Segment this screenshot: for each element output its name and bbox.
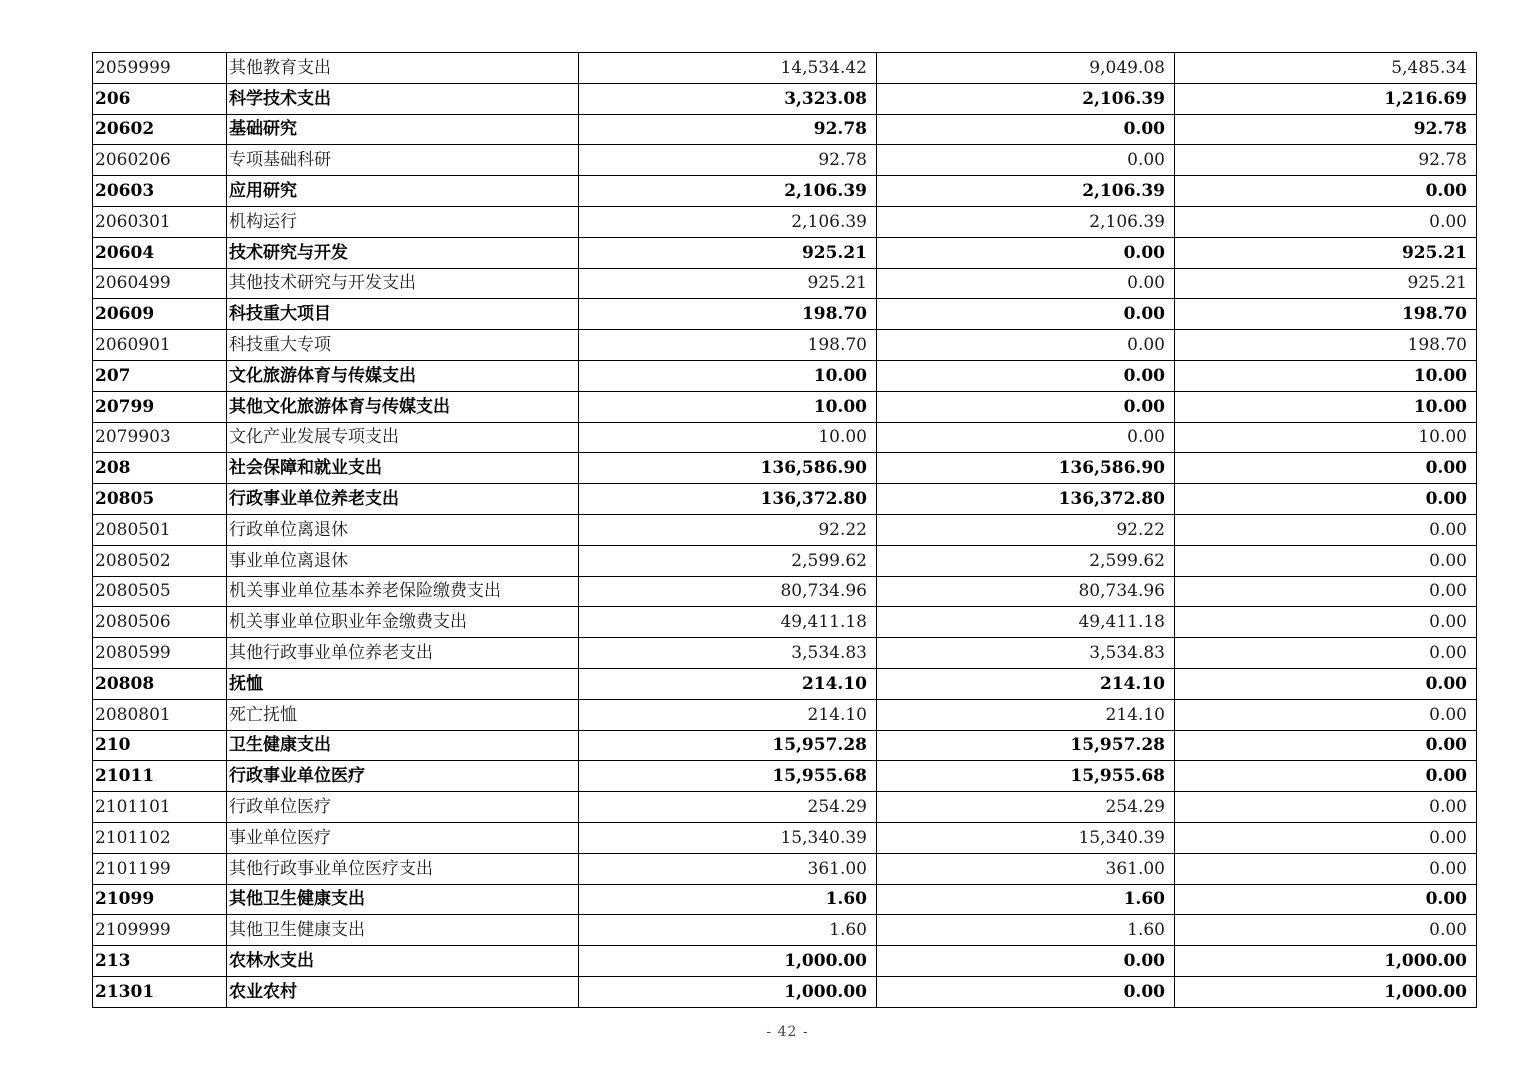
total-amount-cell: 1,000.00 [579,976,877,1007]
total-amount-cell: 92.22 [579,514,877,545]
project-expenditure-cell: 1,216.69 [1175,83,1477,114]
total-amount-cell: 10.00 [579,391,877,422]
basic-expenditure-cell: 0.00 [877,360,1175,391]
total-amount-cell: 2,106.39 [579,206,877,237]
basic-expenditure-cell: 15,957.28 [877,730,1175,761]
total-amount-cell: 15,957.28 [579,730,877,761]
project-expenditure-cell: 198.70 [1175,299,1477,330]
table-row [93,545,1477,576]
basic-expenditure-cell: 214.10 [877,668,1175,699]
basic-expenditure-cell: 2,106.39 [877,206,1175,237]
total-amount-cell: 925.21 [579,237,877,268]
table-body [93,53,1477,1008]
account-code-cell: 2060301 [93,206,227,237]
account-code-cell: 2080506 [93,607,227,638]
account-code-cell: 2101101 [93,792,227,823]
total-amount-cell: 214.10 [579,668,877,699]
table-row [93,114,1477,145]
total-amount-cell: 361.00 [579,853,877,884]
account-name-cell: 基础研究 [227,114,579,145]
account-name-cell: 机关事业单位职业年金缴费支出 [227,607,579,638]
total-amount-cell: 198.70 [579,299,877,330]
account-code-cell: 2080801 [93,699,227,730]
account-code-cell: 20805 [93,484,227,515]
basic-expenditure-cell: 0.00 [877,268,1175,299]
basic-expenditure-cell: 92.22 [877,514,1175,545]
account-name-cell: 技术研究与开发 [227,237,579,268]
basic-expenditure-cell: 80,734.96 [877,576,1175,607]
project-expenditure-cell: 0.00 [1175,545,1477,576]
account-name-cell: 行政事业单位医疗 [227,761,579,792]
basic-expenditure-cell: 1.60 [877,915,1175,946]
account-name-cell: 其他行政事业单位养老支出 [227,638,579,669]
total-amount-cell: 49,411.18 [579,607,877,638]
basic-expenditure-cell: 0.00 [877,391,1175,422]
basic-expenditure-cell: 361.00 [877,853,1175,884]
account-code-cell: 2060206 [93,145,227,176]
account-name-cell: 科技重大专项 [227,330,579,361]
account-name-cell: 事业单位离退休 [227,545,579,576]
account-code-cell: 2059999 [93,53,227,84]
project-expenditure-cell: 0.00 [1175,792,1477,823]
table-row [93,915,1477,946]
account-code-cell: 20603 [93,176,227,207]
basic-expenditure-cell: 0.00 [877,330,1175,361]
project-expenditure-cell: 0.00 [1175,668,1477,699]
account-name-cell: 卫生健康支出 [227,730,579,761]
total-amount-cell: 136,586.90 [579,453,877,484]
account-code-cell: 21099 [93,884,227,915]
table-row [93,145,1477,176]
project-expenditure-cell: 10.00 [1175,360,1477,391]
account-code-cell: 21301 [93,976,227,1007]
basic-expenditure-cell: 9,049.08 [877,53,1175,84]
table-row [93,976,1477,1007]
total-amount-cell: 15,955.68 [579,761,877,792]
table-row [93,360,1477,391]
table-row [93,176,1477,207]
basic-expenditure-cell: 0.00 [877,145,1175,176]
total-amount-cell: 214.10 [579,699,877,730]
account-code-cell: 2060901 [93,330,227,361]
account-name-cell: 农业农村 [227,976,579,1007]
project-expenditure-cell: 1,000.00 [1175,946,1477,977]
account-code-cell: 20808 [93,668,227,699]
basic-expenditure-cell: 2,106.39 [877,83,1175,114]
table-row [93,299,1477,330]
account-name-cell: 机关事业单位基本养老保险缴费支出 [227,576,579,607]
total-amount-cell: 3,534.83 [579,638,877,669]
account-name-cell: 科技重大项目 [227,299,579,330]
account-name-cell: 文化产业发展专项支出 [227,422,579,453]
table-row [93,514,1477,545]
account-name-cell: 其他教育支出 [227,53,579,84]
expenditure-table-container [92,52,1476,1008]
table-row [93,853,1477,884]
table-row [93,822,1477,853]
project-expenditure-cell: 0.00 [1175,453,1477,484]
table-row [93,576,1477,607]
basic-expenditure-cell: 0.00 [877,299,1175,330]
account-code-cell: 2060499 [93,268,227,299]
table-row [93,792,1477,823]
total-amount-cell: 925.21 [579,268,877,299]
total-amount-cell: 254.29 [579,792,877,823]
project-expenditure-cell: 0.00 [1175,206,1477,237]
table-row [93,206,1477,237]
total-amount-cell: 198.70 [579,330,877,361]
project-expenditure-cell: 1,000.00 [1175,976,1477,1007]
account-code-cell: 2109999 [93,915,227,946]
basic-expenditure-cell: 0.00 [877,422,1175,453]
account-code-cell: 2101199 [93,853,227,884]
project-expenditure-cell: 0.00 [1175,514,1477,545]
basic-expenditure-cell: 3,534.83 [877,638,1175,669]
table-row [93,730,1477,761]
total-amount-cell: 3,323.08 [579,83,877,114]
project-expenditure-cell: 0.00 [1175,761,1477,792]
account-code-cell: 2080505 [93,576,227,607]
project-expenditure-cell: 92.78 [1175,114,1477,145]
project-expenditure-cell: 0.00 [1175,730,1477,761]
account-name-cell: 应用研究 [227,176,579,207]
table-row [93,237,1477,268]
account-name-cell: 专项基础科研 [227,145,579,176]
basic-expenditure-cell: 136,372.80 [877,484,1175,515]
project-expenditure-cell: 0.00 [1175,176,1477,207]
account-name-cell: 其他卫生健康支出 [227,884,579,915]
project-expenditure-cell: 0.00 [1175,638,1477,669]
table-row [93,607,1477,638]
account-name-cell: 其他技术研究与开发支出 [227,268,579,299]
account-code-cell: 20602 [93,114,227,145]
account-code-cell: 2080599 [93,638,227,669]
account-code-cell: 206 [93,83,227,114]
account-name-cell: 文化旅游体育与传媒支出 [227,360,579,391]
account-name-cell: 科学技术支出 [227,83,579,114]
table-row [93,391,1477,422]
total-amount-cell: 1.60 [579,915,877,946]
total-amount-cell: 1.60 [579,884,877,915]
table-row [93,453,1477,484]
basic-expenditure-cell: 15,955.68 [877,761,1175,792]
account-name-cell: 抚恤 [227,668,579,699]
total-amount-cell: 1,000.00 [579,946,877,977]
account-code-cell: 20799 [93,391,227,422]
project-expenditure-cell: 5,485.34 [1175,53,1477,84]
table-row [93,53,1477,84]
table-row [93,668,1477,699]
total-amount-cell: 2,599.62 [579,545,877,576]
table-row [93,83,1477,114]
project-expenditure-cell: 10.00 [1175,422,1477,453]
project-expenditure-cell: 92.78 [1175,145,1477,176]
account-code-cell: 2080502 [93,545,227,576]
total-amount-cell: 10.00 [579,360,877,391]
total-amount-cell: 15,340.39 [579,822,877,853]
table-row [93,638,1477,669]
basic-expenditure-cell: 0.00 [877,114,1175,145]
total-amount-cell: 14,534.42 [579,53,877,84]
basic-expenditure-cell: 15,340.39 [877,822,1175,853]
account-name-cell: 死亡抚恤 [227,699,579,730]
table-row [93,422,1477,453]
project-expenditure-cell: 0.00 [1175,607,1477,638]
basic-expenditure-cell: 2,599.62 [877,545,1175,576]
total-amount-cell: 10.00 [579,422,877,453]
account-code-cell: 20609 [93,299,227,330]
account-code-cell: 2079903 [93,422,227,453]
total-amount-cell: 2,106.39 [579,176,877,207]
table-row [93,699,1477,730]
account-code-cell: 2101102 [93,822,227,853]
project-expenditure-cell: 0.00 [1175,484,1477,515]
account-name-cell: 机构运行 [227,206,579,237]
table-row [93,761,1477,792]
account-code-cell: 21011 [93,761,227,792]
account-code-cell: 2080501 [93,514,227,545]
account-code-cell: 207 [93,360,227,391]
account-name-cell: 农林水支出 [227,946,579,977]
basic-expenditure-cell: 2,106.39 [877,176,1175,207]
table-row [93,268,1477,299]
page-number: - 42 - [766,1024,809,1040]
basic-expenditure-cell: 1.60 [877,884,1175,915]
basic-expenditure-cell: 0.00 [877,946,1175,977]
project-expenditure-cell: 925.21 [1175,237,1477,268]
account-code-cell: 20604 [93,237,227,268]
account-name-cell: 行政单位离退休 [227,514,579,545]
basic-expenditure-cell: 0.00 [877,237,1175,268]
account-name-cell: 事业单位医疗 [227,822,579,853]
basic-expenditure-cell: 0.00 [877,976,1175,1007]
account-name-cell: 其他文化旅游体育与传媒支出 [227,391,579,422]
table-row [93,484,1477,515]
project-expenditure-cell: 0.00 [1175,822,1477,853]
account-code-cell: 208 [93,453,227,484]
project-expenditure-cell: 0.00 [1175,915,1477,946]
total-amount-cell: 92.78 [579,145,877,176]
basic-expenditure-cell: 254.29 [877,792,1175,823]
project-expenditure-cell: 925.21 [1175,268,1477,299]
account-name-cell: 其他卫生健康支出 [227,915,579,946]
project-expenditure-cell: 0.00 [1175,884,1477,915]
project-expenditure-cell: 0.00 [1175,576,1477,607]
account-name-cell: 行政事业单位养老支出 [227,484,579,515]
basic-expenditure-cell: 214.10 [877,699,1175,730]
project-expenditure-cell: 0.00 [1175,699,1477,730]
basic-expenditure-cell: 49,411.18 [877,607,1175,638]
account-code-cell: 213 [93,946,227,977]
expenditure-table [92,52,1477,1008]
table-row [93,330,1477,361]
account-name-cell: 其他行政事业单位医疗支出 [227,853,579,884]
total-amount-cell: 80,734.96 [579,576,877,607]
project-expenditure-cell: 10.00 [1175,391,1477,422]
account-name-cell: 行政单位医疗 [227,792,579,823]
basic-expenditure-cell: 136,586.90 [877,453,1175,484]
project-expenditure-cell: 198.70 [1175,330,1477,361]
table-row [93,884,1477,915]
project-expenditure-cell: 0.00 [1175,853,1477,884]
account-name-cell: 社会保障和就业支出 [227,453,579,484]
total-amount-cell: 92.78 [579,114,877,145]
table-row [93,946,1477,977]
total-amount-cell: 136,372.80 [579,484,877,515]
account-code-cell: 210 [93,730,227,761]
